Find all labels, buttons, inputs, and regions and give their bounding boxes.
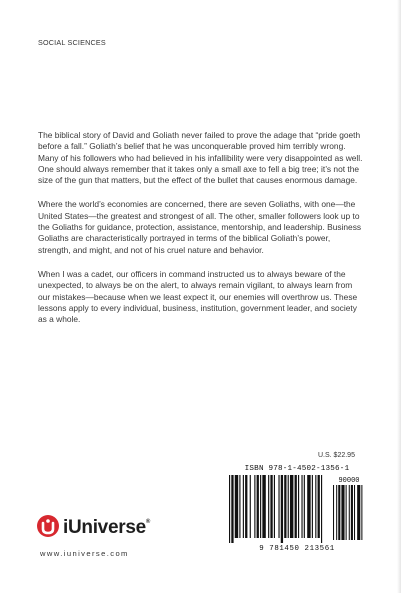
barcode-bar — [270, 475, 272, 538]
publisher-website: www.iuniverse.com — [40, 549, 129, 558]
barcode-bar — [298, 475, 299, 538]
ean-digits: 9 781450 213561 — [259, 545, 335, 553]
blurb-paragraph-1: The biblical story of David and Goliath never failed to prove the adage that “pride goeth before a fall.” Goliath’s belief that he was unconquerable proved him terribly wrong. Many of his followers who had believed in his infallibility were very disappointed as well. One should always remember that it takes only a small axe to fell a big tree; it’s not the size of the gun that matters, but the effect of the bullet that causes enormous damage. — [38, 130, 363, 186]
publisher-name — [63, 517, 150, 539]
supplement-bar — [346, 485, 347, 540]
supplement-bar — [341, 485, 344, 540]
publisher-logo — [36, 514, 196, 544]
barcode-bar — [245, 475, 247, 538]
supplement-code: 90000 — [338, 477, 360, 485]
supplement-bar — [338, 485, 340, 540]
barcode-bar — [254, 475, 255, 538]
barcode-bar — [315, 475, 316, 538]
barcode-bar — [295, 475, 297, 538]
page-edge-shadow — [397, 0, 401, 593]
barcode-bar — [243, 475, 244, 538]
barcode-bar — [290, 475, 293, 538]
price-label: U.S. $22.95 — [318, 452, 355, 459]
barcode-bar — [274, 475, 275, 538]
barcode-block — [227, 465, 367, 557]
barcode-bar — [278, 475, 279, 538]
supplement-bar — [333, 485, 334, 540]
category-label: SOCIAL SCIENCES — [38, 38, 106, 47]
iuniverse-logo-icon — [36, 514, 60, 538]
barcode-bar — [235, 475, 238, 538]
trademark-symbol: ® — [145, 519, 150, 525]
supplement-bar — [357, 485, 360, 540]
barcode-bar — [321, 475, 322, 543]
barcode-bar — [268, 475, 269, 538]
barcode-bar — [288, 475, 289, 538]
supplement-bar — [349, 485, 350, 540]
back-cover-blurb — [38, 130, 364, 338]
barcode-bar — [250, 475, 251, 538]
barcode-bar — [307, 475, 310, 538]
barcode-bar — [318, 475, 320, 538]
barcode-bar — [231, 475, 233, 543]
barcode-bar — [260, 475, 261, 538]
barcode-bar — [257, 475, 259, 538]
publisher-name-text: iUniverse — [63, 517, 146, 538]
blurb-paragraph-2: Where the world’s economies are concerned, there are seven Goliaths, with one—the United States—the greatest and strongest of all. The other, smaller followers look up to the Goliaths for guidance, protection, assistance, mentorship, and leadership. Business Goliaths are characteristically portrayed in terms of the biblical Goliath’s power, strength, and might, and not of his cruel nature and behavior. — [38, 199, 362, 255]
barcode-bar — [281, 475, 283, 543]
blurb-paragraph-3: When I was a cadet, our officers in command instructed us to always beware of the unexpected, to always be on the alert, to always remain vigilant, to always learn from our mistakes—because when we least expect it, our enemies will overthrow us. These lessons apply to every individual, business, institution, government leader, and society as a whole. — [38, 268, 358, 325]
barcode-bar — [229, 475, 230, 543]
isbn-number: ISBN 978-1-4502-1356-1 — [244, 465, 350, 473]
barcode-bar — [312, 475, 313, 538]
barcode-bar — [239, 475, 240, 538]
supplement-bar — [351, 485, 353, 540]
supplement-bar — [361, 485, 362, 540]
barcode-bar — [301, 475, 302, 538]
supplement-bar — [354, 485, 355, 540]
barcode-bar — [304, 475, 305, 538]
barcode-bar — [262, 475, 265, 538]
supplement-bar — [336, 485, 337, 540]
barcode-image — [227, 475, 367, 545]
barcode-bar — [284, 475, 286, 538]
